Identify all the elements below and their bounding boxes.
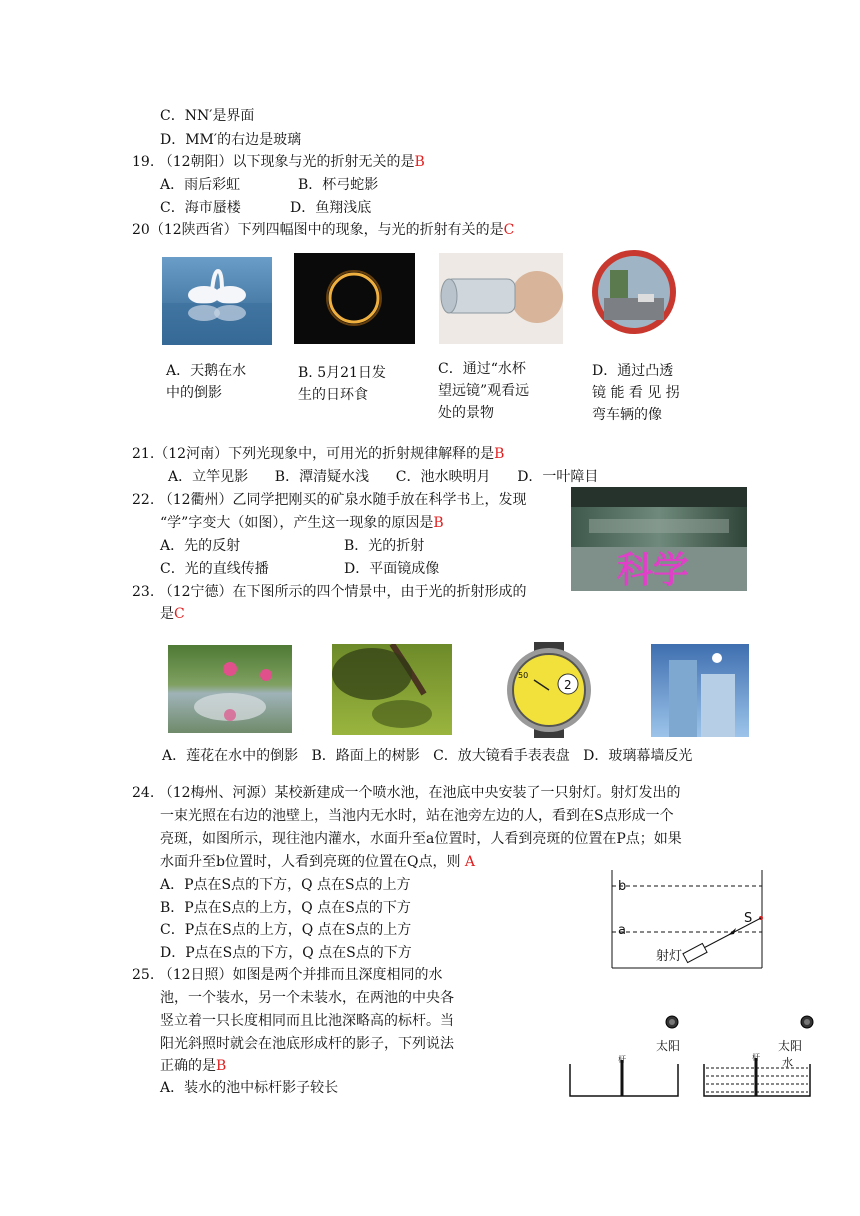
question-22-line1: 22. （12衢州）乙同学把刚买的矿泉水随手放在科学书上，发现: [132, 492, 527, 508]
two-pools-diagram: [564, 1008, 820, 1108]
lotus-reflection-image: [168, 645, 292, 733]
answer-24: A: [464, 854, 476, 870]
question-24-line1: 24. （12梅州、河源）某校新建成一个喷水池，在池底中央安装了一只射灯。射灯发出的: [132, 785, 681, 801]
q19-option-b: B．杯弓蛇影: [298, 177, 379, 193]
q19-option-a: A．雨后彩虹: [160, 177, 241, 193]
glass-curtain-wall-image: [651, 644, 749, 737]
water-cup-telescope-image: [439, 253, 563, 344]
answer-23: C: [174, 606, 185, 622]
sun-label-left: 太阳: [656, 1039, 681, 1053]
q20-caption-d: D．通过凸透 镜 能 看 见 拐 弯车辆的像: [592, 363, 680, 423]
question-22-line2: “学”字变大（如图），产生这一现象的原因是B: [160, 515, 444, 531]
q19-option-c: C．海市蜃楼: [160, 200, 241, 216]
q24-option-a: A．P点在S点的下方，Q 点在S点的上方: [160, 877, 411, 893]
watch-scale: 50: [518, 671, 529, 680]
question-23-line2: 是C: [160, 606, 185, 622]
q23-captions: A．莲花在水中的倒影 B．路面上的树影 C．放大镜看手表表盘 D．玻璃幕墙反光: [162, 748, 693, 764]
q22-option-b: B．光的折射: [344, 538, 425, 554]
pole-label-left: 杆: [618, 1055, 626, 1064]
q20-caption-a: A．天鹅在水 中的倒影: [166, 363, 247, 401]
q22-option-c: C．光的直线传播: [160, 561, 269, 577]
sun-label-right: 太阳: [778, 1039, 803, 1053]
tree-shadow-image: [332, 644, 452, 735]
question-25-line2: 池，一个装水，另一个未装水，在两池的中央各: [160, 990, 454, 1006]
swan-reflection-image: [162, 257, 272, 345]
question-20: 20（12陕西省）下列四幅图中的现象，与光的折射有关的是C: [132, 222, 515, 238]
answer-22: B: [433, 515, 444, 531]
option-d-prev: D．MM′的右边是玻璃: [160, 132, 302, 148]
q20-caption-b: B. 5月21日发 生的日环食: [298, 365, 386, 403]
answer-20: C: [503, 222, 515, 238]
solar-eclipse-image: [294, 253, 415, 344]
q21-options: A．立竿见影 B．潭清疑水浅 C．池水映明月 D．一叶障目: [168, 469, 599, 485]
spotlight-label: 射灯: [656, 949, 683, 964]
q20-caption-c: C．通过“水杯 望远镜”观看远 处的景物: [438, 361, 530, 421]
watch-number: 2: [564, 678, 572, 692]
q19-option-d: D．鱼翔浅底: [290, 200, 372, 216]
question-23-line1: 23. （12宁德）在下图所示的四个情景中，由于光的折射形成的: [132, 584, 527, 600]
question-25-line5: 正确的是B: [160, 1058, 227, 1074]
answer-25: B: [216, 1058, 227, 1074]
question-19: 19. （12朝阳）以下现象与光的折射无关的是B: [132, 154, 425, 170]
magnifier-watch-image: [494, 642, 604, 738]
question-21: 21.（12河南）下列光现象中，可用光的折射规律解释的是B: [132, 446, 505, 462]
pole-label-right: 杆: [752, 1053, 760, 1062]
question-25-line4: 阳光斜照时就会在池底形成杆的影子，下列说法: [160, 1036, 454, 1052]
answer-19: B: [414, 154, 425, 170]
q24-option-c: C．P点在S点的上方，Q 点在S点的上方: [160, 922, 412, 938]
question-24-line4: 水面升至b位置时，人看到亮斑的位置在Q点，则 A: [160, 854, 476, 870]
question-25-line1: 25. （12日照）如图是两个并排而且深度相同的水: [132, 967, 443, 983]
mineral-water-book-image: [571, 487, 747, 591]
point-s-label: S: [744, 911, 753, 926]
q22-option-d: D．平面镜成像: [344, 561, 440, 577]
question-24-line2: 一束光照在右边的池壁上，当池内无水时，站在池旁左边的人，看到在S点形成一个: [160, 808, 674, 824]
answer-21: B: [494, 446, 505, 462]
level-a-label: a: [618, 923, 626, 938]
fountain-pool-diagram: [606, 868, 766, 972]
convex-mirror-image: [588, 246, 698, 346]
question-25-line3: 竖立着一只长度相同而且比池深略高的标杆。当: [160, 1013, 454, 1029]
water-label: 水: [782, 1056, 793, 1069]
question-24-line3: 亮斑，如图所示，现往池内灌水，水面升至a位置时，人看到亮斑的位置在P点；如果: [160, 831, 682, 847]
enlarged-character: 科学: [617, 550, 690, 591]
q24-option-b: B．P点在S点的上方，Q 点在S点的下方: [160, 900, 411, 916]
level-b-label: b: [618, 879, 627, 894]
q24-option-d: D．P点在S点的下方，Q 点在S点的下方: [160, 945, 412, 961]
option-c-prev: C．NN′是界面: [160, 108, 255, 124]
q22-option-a: A．先的反射: [160, 538, 241, 554]
q25-option-a: A．装水的池中标杆影子较长: [160, 1080, 339, 1096]
